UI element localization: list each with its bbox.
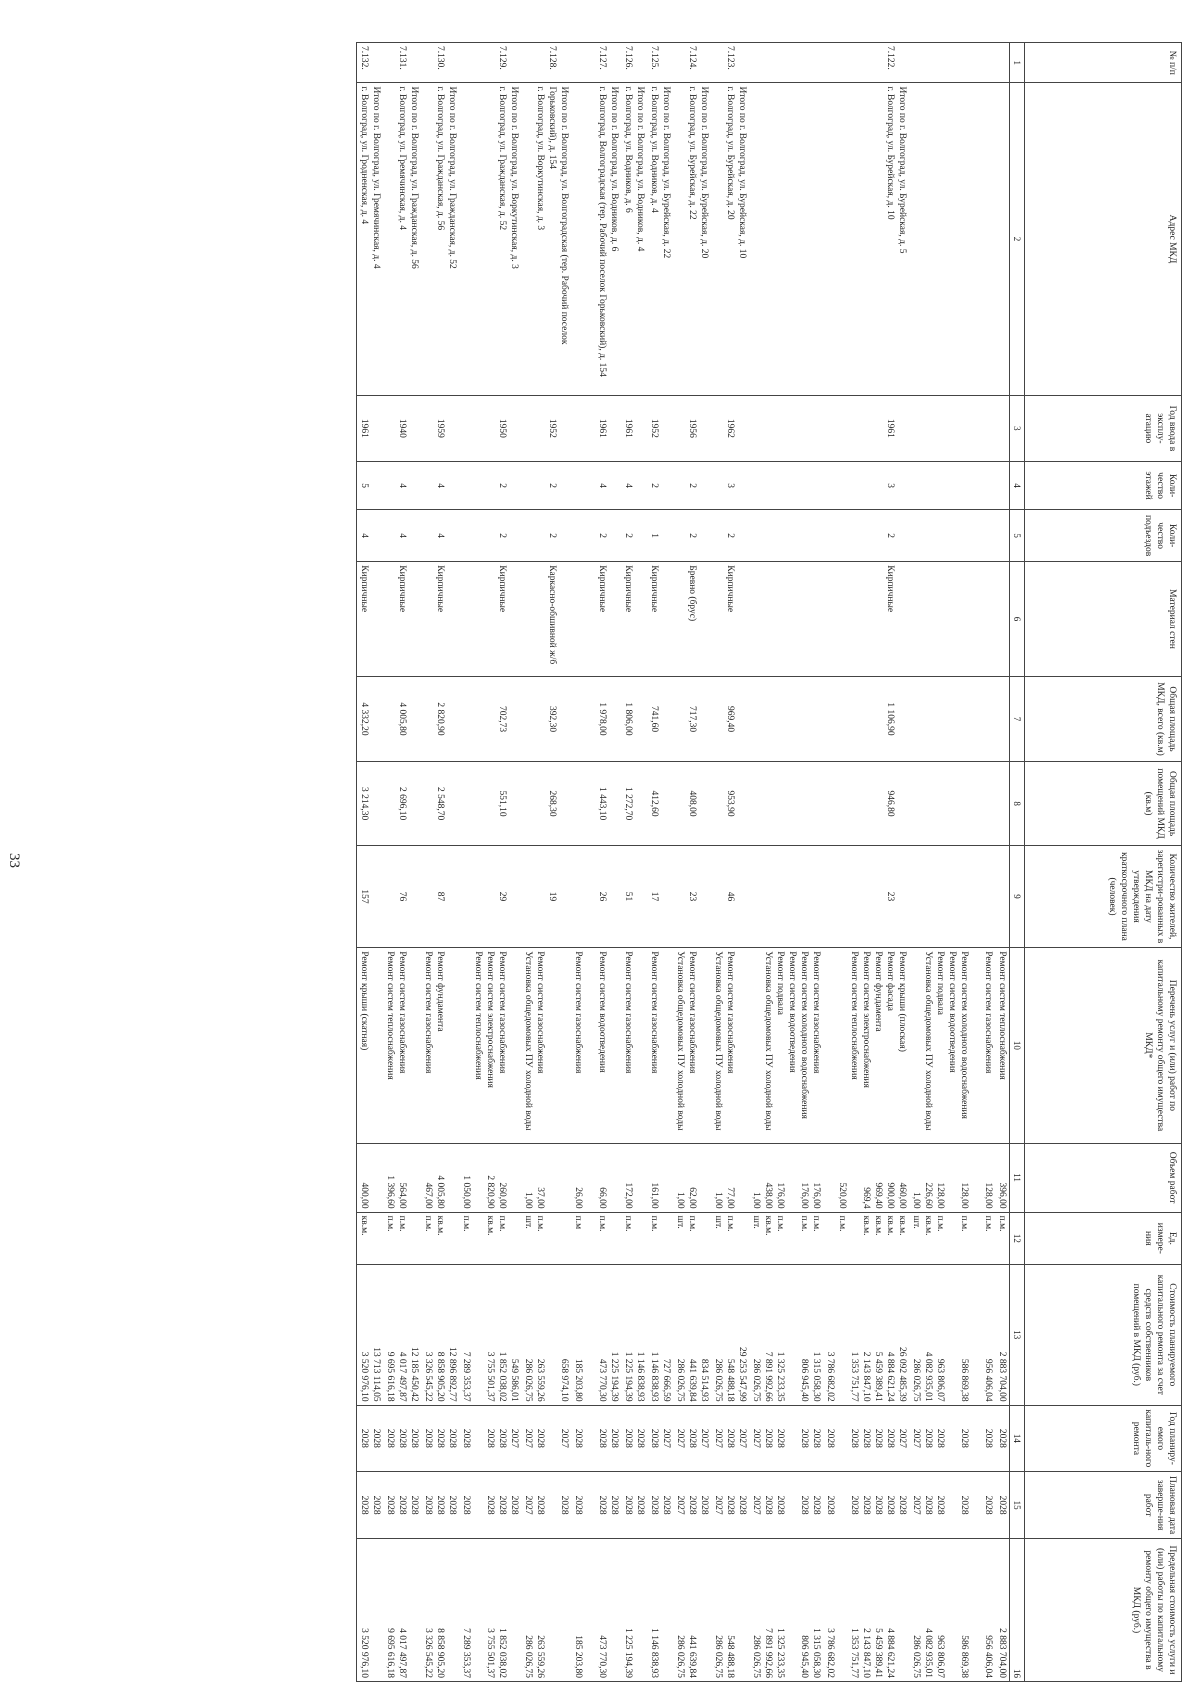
table-cell — [749, 83, 823, 395]
table-cell — [749, 509, 823, 561]
table-cell: п.м. — [621, 1212, 647, 1264]
table-cell: 2027 2028 2027 — [673, 1405, 711, 1472]
table-cell: 263 559,26 286 026,75 — [521, 1538, 571, 1681]
table-cell: 1 225 194,39 473 770,30 185 203,80 — [571, 1265, 621, 1406]
capital-repair-table — [356, 42, 1182, 1682]
table-cell: 5 — [357, 462, 384, 510]
table-cell: 396,00 — [995, 1143, 1010, 1212]
table-cell: 2 — [459, 509, 521, 561]
table-cell: 76 — [383, 845, 421, 947]
table-cell: 176,00 176,00 176,00 438,00 1,00 — [749, 1143, 823, 1212]
table-cell: Кирпичные — [621, 562, 647, 676]
column-header: Перечень услуг и (или) работ по капитальному ремонту общего имущества МКД* — [1025, 948, 1182, 1143]
table-cell: 2028 2028 — [621, 1405, 647, 1472]
table-cell: 29 253 547,99 548 488,18 286 026,75 — [711, 1265, 749, 1406]
column-header: Коли-чество подъездов — [1025, 509, 1182, 561]
table-cell: п.м. шт. — [673, 1212, 711, 1264]
table-cell: 4 332,20 — [357, 676, 384, 762]
table-cell: 1959 — [421, 395, 459, 462]
table-cell: 157 — [357, 845, 384, 947]
table-cell: 2028 2028 2027 — [673, 1472, 711, 1539]
table-cell: 87 — [421, 845, 459, 947]
table-cell: 3 520 976,10 — [357, 1538, 384, 1681]
table-cell: 23 — [673, 845, 711, 947]
table-cell: Кирпичные — [421, 562, 459, 676]
table-cell: 1956 — [673, 395, 711, 462]
table-cell: 7.123. — [711, 43, 749, 83]
table-cell: 7.127. — [571, 43, 621, 83]
table-cell: кв.м. — [357, 1212, 384, 1264]
table-cell: Кирпичные — [823, 562, 909, 676]
table-cell: 473 770,30 185 203,80 — [571, 1538, 621, 1681]
table-cell — [749, 562, 823, 676]
table-cell: 4 005,80 467,00 — [421, 1143, 459, 1212]
table-cell: 172,00 — [621, 1143, 647, 1212]
table-cell: Ремонт крыши (скатная) — [357, 948, 384, 1143]
table-row — [521, 43, 571, 1682]
table-cell: 2 548,70 — [421, 762, 459, 845]
table-cell: п.м. — [995, 1212, 1010, 1264]
table-cell: 1 225 194,39 — [621, 1538, 647, 1681]
table-row — [383, 43, 421, 1682]
table-cell: 4 — [421, 509, 459, 561]
table-cell: 2 — [711, 509, 749, 561]
table-cell: 2028 — [995, 1405, 1010, 1472]
table-cell: 7.130. — [421, 43, 459, 83]
page-number: 33 — [6, 853, 22, 868]
table-cell: 2027 2028 2027 — [711, 1405, 749, 1472]
column-number: 1 — [1010, 43, 1025, 83]
column-header: Количество жителей, зарегистри-рованных в МКД на дату утверждения краткосрочного плана (человек) — [1025, 845, 1182, 947]
table-cell: 1 978,00 — [571, 676, 621, 762]
table-row — [995, 43, 1010, 1682]
table-cell: 7.132. — [357, 43, 384, 83]
table-cell: 4 — [571, 462, 621, 510]
table-cell — [995, 462, 1010, 510]
table-cell — [909, 462, 995, 510]
table-cell: 1961 — [823, 395, 909, 462]
table-cell: 4 017 497,87 9 695 616,18 — [383, 1538, 421, 1681]
table-cell: 441 639,84 286 026,75 — [673, 1538, 711, 1681]
table-cell: 1950 — [459, 395, 521, 462]
table-cell: 1961 — [621, 395, 647, 462]
table-cell: 2 — [621, 509, 647, 561]
table-cell: 4 — [383, 462, 421, 510]
table-cell: 2 — [823, 509, 909, 561]
table-cell: 66,00 26,00 — [571, 1143, 621, 1212]
table-cell: 2028 2028 2028 — [383, 1405, 421, 1472]
table-cell: 29 — [459, 845, 521, 947]
table-cell: 12 185 450,42 4 017 497,87 9 695 616,18 — [383, 1265, 421, 1406]
table-cell: Итого по г. Волгоград, ул. Бурейская, д. 20 г. Волгоград, ул. Бурейская, д. 22 — [673, 83, 711, 395]
table-cell: 2 — [673, 509, 711, 561]
column-header: Год ввода в эксплу-атацию — [1025, 395, 1182, 462]
table-cell: 3 — [711, 462, 749, 510]
table-cell — [909, 845, 995, 947]
table-cell — [995, 762, 1010, 845]
table-cell: 2 — [459, 462, 521, 510]
table-cell: 51 — [621, 845, 647, 947]
table-cell — [749, 43, 823, 83]
table-cell — [909, 676, 995, 762]
table-cell: 2028 2028 2027 — [521, 1472, 571, 1539]
table-cell: 7.122. — [823, 43, 909, 83]
table-cell: Каркасно-обшивной ж/б — [521, 562, 571, 676]
table-cell: 2028 2028 2028 — [383, 1472, 421, 1539]
table-cell: 7.128. — [521, 43, 571, 83]
table-cell: 956 406,04 586 869,38 963 806,07 4 082 935,01 286 026,75 — [909, 1538, 995, 1681]
column-header: Коли-чество этажей — [1025, 462, 1182, 510]
table-cell: 408,00 — [673, 762, 711, 845]
table-cell: 4 884 621,24 5 459 389,41 2 143 847,10 1 353 751,77 3 786 682,02 — [823, 1538, 909, 1681]
table-cell: Бревно (брус) — [673, 562, 711, 676]
table-cell — [995, 845, 1010, 947]
column-number: 11 — [1010, 1143, 1025, 1212]
table-cell: 1961 — [357, 395, 384, 462]
table-cell — [909, 509, 995, 561]
table-cell: 834 514,93 441 639,84 286 026,75 — [673, 1265, 711, 1406]
table-cell: 1 — [647, 509, 673, 561]
table-cell: 23 — [823, 845, 909, 947]
table-cell: 2028 2028 2028 2028 — [459, 1472, 521, 1539]
table-cell — [995, 43, 1010, 83]
table-cell: 953,90 — [711, 762, 749, 845]
table-cell: 2028 2028 — [647, 1472, 673, 1539]
table-cell: 2028 2028 2028 2028 2028 2028 — [823, 1472, 909, 1539]
table-cell: Итого по г. Волгоград, ул. Водников, д. 6 г. Волгоград, Волгоградская (тер. Рабочий поселок Горьковский), д. 154 — [571, 83, 621, 395]
table-cell: 392,30 — [521, 676, 571, 762]
table-row — [749, 43, 823, 1682]
column-header: Адрес МКД — [1025, 83, 1182, 395]
table-cell: Ремонт систем газоснабжения Ремонт систем холодного водоснабжения Ремонт систем водоотведения Ремонт подвала Установка общедомовых ПУ холодной воды — [749, 948, 823, 1143]
table-cell: Ремонт систем газоснабжения Установка общедомовых ПУ холодной воды — [673, 948, 711, 1143]
table-cell: Ремонт систем газоснабжения — [621, 948, 647, 1143]
table-cell: 77,00 1,00 — [711, 1143, 749, 1212]
table-cell: п.м. шт. — [521, 1212, 571, 1264]
column-number: 3 — [1010, 395, 1025, 462]
table-cell: 8 858 905,20 3 326 545,22 — [421, 1538, 459, 1681]
column-number: 16 — [1010, 1538, 1025, 1681]
table-cell: Итого по г. Волгоград, ул. Бурейская, д. 22 г. Волгоград, ул. Водников, д. 4 — [647, 83, 673, 395]
table-cell: 3 214,30 — [357, 762, 384, 845]
table-cell: Кирпичные — [647, 562, 673, 676]
table-cell: 7.131. — [383, 43, 421, 83]
column-header: Объем работ — [1025, 1143, 1182, 1212]
table-cell: 1 272,70 — [621, 762, 647, 845]
table-cell: Ремонт систем газоснабжения — [647, 948, 673, 1143]
column-header: Материал стен — [1025, 562, 1182, 676]
table-cell: Итого по г. Волгоград, ул. Гремячинская, д. 4 г. Волгоград, ул. Гродненская, д. 4 — [357, 83, 384, 395]
table-cell: Итого по г. Волгоград, ул. Бурейская, д. 10 г. Волгоград, ул. Бурейская, д. 20 — [711, 83, 749, 395]
table-row — [647, 43, 673, 1682]
table-cell: 2 — [673, 462, 711, 510]
table-cell: Итого по г. Волгоград, ул. Водников, д. 4 г. Волгоград, ул. Водников, д. 6 — [621, 83, 647, 395]
column-header: Общая площадь помещений МКД (кв.м) — [1025, 762, 1182, 845]
column-number: 5 — [1010, 509, 1025, 561]
table-cell: 3 — [823, 462, 909, 510]
column-number: 4 — [1010, 462, 1025, 510]
table-cell: 268,30 — [521, 762, 571, 845]
table-cell: 7.124. — [673, 43, 711, 83]
table-row — [571, 43, 621, 1682]
table-cell: 161,00 — [647, 1143, 673, 1212]
table-cell: 4 005,80 — [383, 676, 421, 762]
table-cell: 13 713 114,05 3 520 976,10 — [357, 1265, 384, 1406]
column-number: 2 — [1010, 83, 1025, 395]
column-number: 15 — [1010, 1472, 1025, 1539]
table-cell — [995, 509, 1010, 561]
table-cell: кв.м. п.м. — [421, 1212, 459, 1264]
column-header: № п/п — [1025, 43, 1182, 83]
table-cell: 4 — [383, 509, 421, 561]
table-cell: 260,00 2 820,90 1 050,00 — [459, 1143, 521, 1212]
column-number: 14 — [1010, 1405, 1025, 1472]
table-cell: 1952 — [521, 395, 571, 462]
table-cell: п.м. п.м — [571, 1212, 621, 1264]
table-cell: 2027 2028 2027 — [521, 1405, 571, 1472]
table-cell: 26 — [571, 845, 621, 947]
rotated-table-container — [42, 42, 1182, 1682]
table-cell: 17 — [647, 845, 673, 947]
table-cell — [909, 83, 995, 395]
table-cell: 2028 2028 2028 2028 2027 — [909, 1405, 995, 1472]
column-header: Предельная стоимость услуги и (или) работы по капитальному ремонту общего имущества в МКД (руб.) — [1025, 1538, 1182, 1681]
table-cell: 2028 2028 2028 2028 2027 — [909, 1472, 995, 1539]
table-cell: 1 315 058,30 806 945,40 1 325 233,35 7 891 992,66 286 026,75 — [749, 1265, 823, 1406]
table-cell: 7.126. — [621, 43, 647, 83]
table-cell: 2028 2028 2027 — [711, 1472, 749, 1539]
column-number: 8 — [1010, 762, 1025, 845]
table-cell: 2028 2028 — [621, 1472, 647, 1539]
table-cell: 400,00 — [357, 1143, 384, 1212]
table-cell: 1952 — [647, 395, 673, 462]
table-row — [357, 43, 384, 1682]
column-number: 12 — [1010, 1212, 1025, 1264]
table-cell: 2 820,90 — [421, 676, 459, 762]
table-cell: Ремонт фундамента Ремонт систем газоснабжения — [421, 948, 459, 1143]
table-cell: Ремонт систем газоснабжения Ремонт систем электроснабжения Ремонт систем теплоснабжения — [459, 948, 521, 1143]
table-cell: 128,00 128,00 128,00 226,60 1,00 — [909, 1143, 995, 1212]
table-cell: 717,30 — [673, 676, 711, 762]
column-number: 7 — [1010, 676, 1025, 762]
table-cell — [909, 762, 995, 845]
table-cell: Итого по г. Волгоград, ул. Гражданская, д. 52 г. Волгоград, ул. Гражданская, д. 56 — [421, 83, 459, 395]
table-cell: п.м. п.м. — [383, 1212, 421, 1264]
table-cell: 2027 2028 — [647, 1405, 673, 1472]
table-cell: Ремонт систем газоснабжения Ремонт систем холодного водоснабжения Ремонт систем водоотведения Ремонт подвала Установка общедомовых ПУ холодной воды — [909, 948, 995, 1143]
table-cell: 1 852 038,02 3 755 501,37 7 289 353,37 — [459, 1538, 521, 1681]
table-row — [823, 43, 909, 1682]
table-cell: 2028 2028 — [357, 1472, 384, 1539]
table-cell: 1 443,10 — [571, 762, 621, 845]
table-cell: Итого по г. Волгоград, ул. Гражданская, д. 56 г. Волгоград, ул. Гремячинская, д. 4 — [383, 83, 421, 395]
table-row — [421, 43, 459, 1682]
table-cell: 4 — [621, 462, 647, 510]
table-cell: 551,10 — [459, 762, 521, 845]
table-cell: 1961 — [571, 395, 621, 462]
table-cell: 2028 2028 2028 — [421, 1405, 459, 1472]
table-cell: 2028 2028 — [357, 1405, 384, 1472]
table-row — [909, 43, 995, 1682]
table-cell: 26 092 485,39 4 884 621,24 5 459 389,41 2 143 847,10 1 353 751,77 3 786 682,02 — [823, 1265, 909, 1406]
table-cell: п.м. п.м. п.м. кв.м. шт. — [909, 1212, 995, 1264]
table-cell — [909, 562, 995, 676]
table-cell: 2028 2028 2028 — [571, 1405, 621, 1472]
table-cell: 2 — [521, 462, 571, 510]
table-cell: 2028 — [995, 1472, 1010, 1539]
table-cell: 2028 2028 2028 2028 2027 — [749, 1472, 823, 1539]
table-cell: 4 — [357, 509, 384, 561]
column-number: 9 — [1010, 845, 1025, 947]
table-cell: 702,73 — [459, 676, 521, 762]
table-cell: 946,80 — [823, 762, 909, 845]
table-cell — [995, 562, 1010, 676]
table-cell: 1940 — [383, 395, 421, 462]
table-cell: 727 666,59 1 146 838,93 — [647, 1265, 673, 1406]
table-cell: 1 146 838,93 1 225 194,39 — [621, 1265, 647, 1406]
table-cell: 658 974,10 263 559,26 286 026,75 — [521, 1265, 571, 1406]
table-cell: 564,00 1 396,60 — [383, 1143, 421, 1212]
table-cell: 2027 2028 2028 2028 2028 2028 — [823, 1405, 909, 1472]
table-cell: 549 586,01 1 852 038,02 3 755 501,37 7 289 353,37 — [459, 1265, 521, 1406]
table-cell: 2 — [647, 462, 673, 510]
column-header: Стоимость планируемого капитального ремонта за счет средств собственников помещений в МКД (руб.) — [1025, 1265, 1182, 1406]
column-header: Плановая дата заверше-ния работ — [1025, 1472, 1182, 1539]
table-cell: Итого по г. Волгоград, ул. Волгоградская (тер. Рабочий поселок Горьковский), д. 154 г. Волгоград, ул. Воркутинская, д. 3 — [521, 83, 571, 395]
table-cell — [749, 395, 823, 462]
table-cell: 1 146 838,93 — [647, 1538, 673, 1681]
table-cell: Ремонт систем газоснабжения Установка общедомовых ПУ холодной воды — [711, 948, 749, 1143]
column-header: Год планиру-емого капиталь-ного ремонта — [1025, 1405, 1182, 1472]
table-cell: 46 — [711, 845, 749, 947]
table-cell — [995, 676, 1010, 762]
table-cell: 62,00 1,00 — [673, 1143, 711, 1212]
table-cell: 956 406,04 586 869,38 963 806,07 4 082 935,01 286 026,75 — [909, 1265, 995, 1406]
table-cell: Кирпичные — [571, 562, 621, 676]
table-cell: 2 — [571, 509, 621, 561]
table-cell: 2028 2028 2028 — [421, 1472, 459, 1539]
header-row — [1025, 43, 1182, 1682]
table-cell: 460,00 900,00 969,40 969,4 520,00 — [823, 1143, 909, 1212]
table-row — [711, 43, 749, 1682]
table-cell: п.м. п.м. п.м. кв.м. шт. — [749, 1212, 823, 1264]
table-cell: п.м. кв.м. п.м. — [459, 1212, 521, 1264]
table-cell: Кирпичные — [459, 562, 521, 676]
table-cell: Итого по г. Волгоград, ул. Воркутинская, д. 3 г. Волгоград, ул. Гражданская, д. 52 — [459, 83, 521, 395]
table-cell: 1 106,90 — [823, 676, 909, 762]
table-cell: 969,40 — [711, 676, 749, 762]
table-cell — [909, 43, 995, 83]
table-cell — [995, 395, 1010, 462]
table-cell: 412,60 — [647, 762, 673, 845]
table-cell: кв.м. кв.м. кв.м. кв.м. п.м. — [823, 1212, 909, 1264]
table-cell: 2 696,10 — [383, 762, 421, 845]
table-cell: Кирпичные — [357, 562, 384, 676]
table-cell: п.м. шт. — [711, 1212, 749, 1264]
table-cell: Кирпичные — [383, 562, 421, 676]
table-row — [673, 43, 711, 1682]
table-cell: 7.125. — [647, 43, 673, 83]
column-number: 10 — [1010, 948, 1025, 1143]
table-cell: Ремонт систем газоснабжения Ремонт систем теплоснабжения — [383, 948, 421, 1143]
table-cell: 741,60 — [647, 676, 673, 762]
table-row — [459, 43, 521, 1682]
column-header: Общая площадь МКД, всего (кв.м) — [1025, 676, 1182, 762]
table-cell: Ремонт крыши (плоская) Ремонт фасада Ремонт фундамента Ремонт систем электроснабжения Ремонт систем теплоснабжения — [823, 948, 909, 1143]
table-cell: 548 488,18 286 026,75 — [711, 1538, 749, 1681]
column-number: 6 — [1010, 562, 1025, 676]
column-number: 13 — [1010, 1265, 1025, 1406]
table-row — [621, 43, 647, 1682]
table-cell: 19 — [521, 845, 571, 947]
table-cell: 1 315 058,30 806 945,40 1 325 233,35 7 891 992,66 286 026,75 — [749, 1538, 823, 1681]
table-cell: Ремонт систем газоснабжения Установка общедомовых ПУ холодной воды — [521, 948, 571, 1143]
table-cell: 4 — [421, 462, 459, 510]
table-cell — [749, 762, 823, 845]
table-cell: 1962 — [711, 395, 749, 462]
table-cell: Ремонт систем теплоснабжения — [995, 948, 1010, 1143]
table-cell: Итого по г. Волгоград, ул. Бурейская, д. 5 г. Волгоград, ул. Бурейская, д. 10 — [823, 83, 909, 395]
table-cell: Кирпичные — [711, 562, 749, 676]
table-cell: 7.129. — [459, 43, 521, 83]
column-number-row — [1010, 43, 1025, 1682]
table-cell: 2028 2028 2028 — [571, 1472, 621, 1539]
table-cell: 2 — [521, 509, 571, 561]
table-cell: 2028 2028 2028 2028 2027 — [749, 1405, 823, 1472]
table-cell — [909, 395, 995, 462]
column-header: Ед. измере-ния — [1025, 1212, 1182, 1264]
table-cell: 2 883 704,00 — [995, 1538, 1010, 1681]
table-cell: п.м. — [647, 1212, 673, 1264]
table-cell — [749, 462, 823, 510]
table-cell: 2027 2028 2028 2028 — [459, 1405, 521, 1472]
table-cell — [995, 83, 1010, 395]
table-cell: 37,00 1,00 — [521, 1143, 571, 1212]
table-cell: 12 896 892,77 8 858 905,20 3 326 545,22 — [421, 1265, 459, 1406]
table-cell: 2 883 704,00 — [995, 1265, 1010, 1406]
table-cell — [749, 676, 823, 762]
table-cell: 1 806,00 — [621, 676, 647, 762]
table-cell — [749, 845, 823, 947]
table-cell: Ремонт систем водоотведения Ремонт систем газоснабжения — [571, 948, 621, 1143]
